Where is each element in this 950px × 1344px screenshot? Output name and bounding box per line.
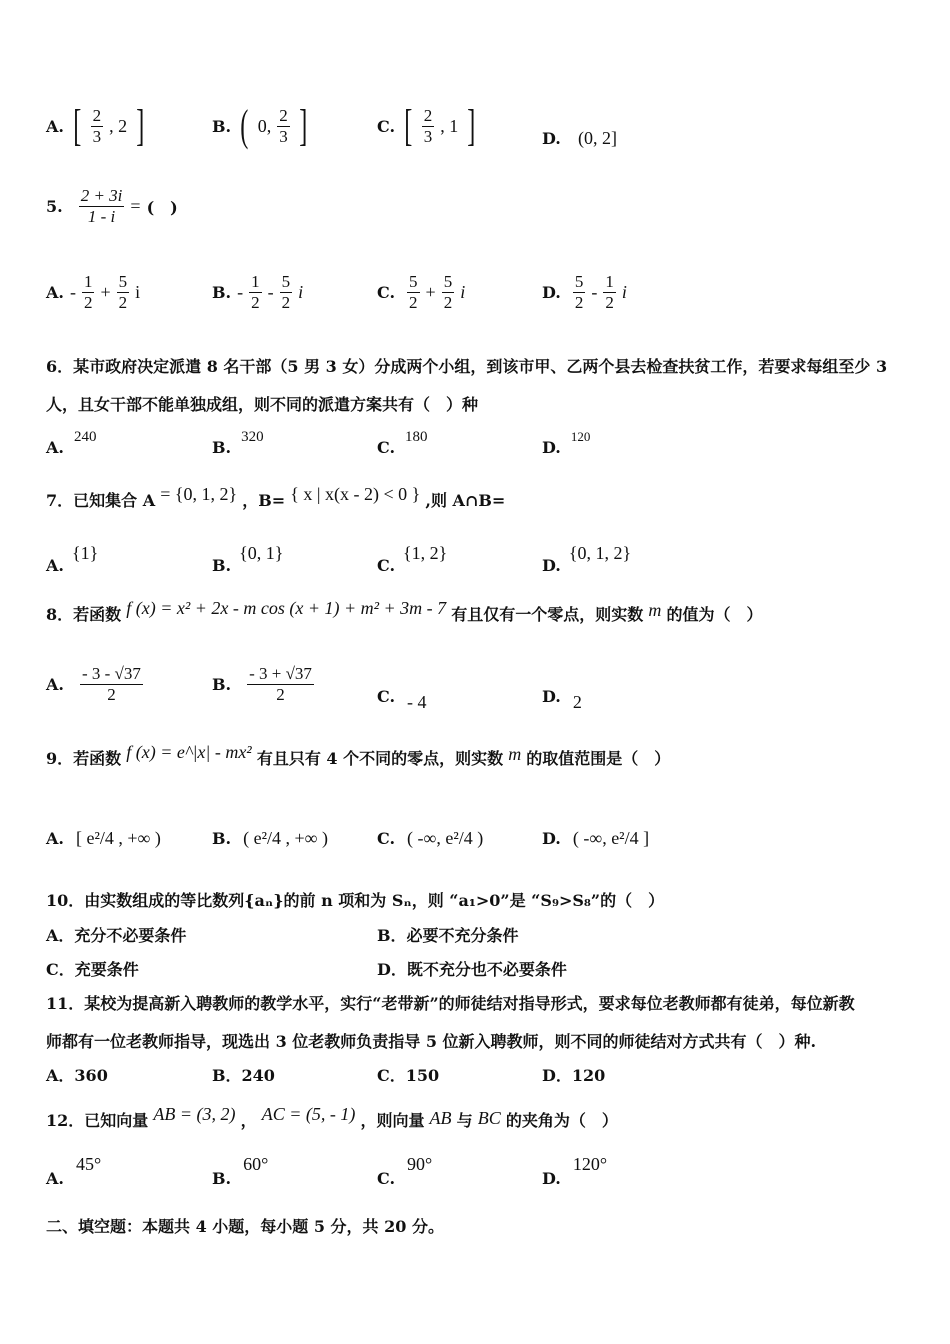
q10-option-d: D．既不充分也不必要条件 <box>377 960 567 979</box>
q4-option-c: C. [ $\frac{2}{3}$ , 1 ] <box>377 101 476 150</box>
q6-option-c: C.180 <box>377 429 428 457</box>
q9-option-c: C. ( -∞, e²/4 ) <box>377 828 484 848</box>
q12-option-b: B.60° <box>212 1154 269 1188</box>
q12-option-d: D.120° <box>542 1154 608 1188</box>
q12-option-a: A.45° <box>46 1154 102 1188</box>
q5-option-c: C. $\frac{5}{2}$ + $\frac{5}{2}$ i <box>377 272 466 312</box>
q11-option-c: C．150 <box>377 1066 440 1085</box>
q7-option-a: A.{1} <box>46 543 99 575</box>
q7-option-b: B.{0, 1} <box>212 543 284 575</box>
q11-option-d: D．120 <box>542 1066 606 1085</box>
q5-option-a: A. - $\frac{1}{2}$ + $\frac{5}{2}$ i <box>46 272 141 312</box>
q8-stem: 8．若函数 f (x) = x² + 2x - m cos (x + 1) + m² + 3m - 7 有且仅有一个零点，则实数 m 的值为（ ） <box>46 598 763 624</box>
q12-option-c: C.90° <box>377 1154 433 1188</box>
q7-option-d: D.{0, 1, 2} <box>542 543 632 575</box>
q5-stem: 5. $\frac{2 + 3i}{1 - i}$ = ( ) <box>46 186 178 226</box>
q7-stem: 7．已知集合 A = {0, 1, 2} ，B= { x | x(x - 2) < 0 } ,则 A∩B= <box>46 484 506 510</box>
q9-option-b: B. ( e²/4 , +∞ ) <box>212 828 328 848</box>
q8-option-d: D. 2 <box>542 687 582 712</box>
q11-option-a: A．360 <box>46 1066 108 1085</box>
q9-stem: 9．若函数 f (x) = e^|x| - mx² 有且只有 4 个不同的零点，则实数 m 的取值范围是（ ） <box>46 742 671 768</box>
q9-option-d: D. ( -∞, e²/4 ] <box>542 828 650 848</box>
q6-option-b: B.320 <box>212 429 264 457</box>
section-heading: 二、填空题：本题共 4 小题，每小题 5 分，共 20 分。 <box>46 1217 444 1236</box>
q10-option-c: C．充要条件 <box>46 960 139 979</box>
q10-option-b: B．必要不充分条件 <box>377 926 519 945</box>
q8-option-b: B. $\frac{- 3 + √37}{2}$ <box>212 664 312 704</box>
q11-line2: 师都有一位老教师指导，现选出 3 位老教师负责指导 5 位新入聘教师，则不同的师徒结对方式共有（ ）种. <box>46 1032 817 1051</box>
q4-option-d: D. (0, 2] <box>542 128 617 148</box>
q8-option-a: A. $\frac{- 3 - √37}{2}$ <box>46 664 141 704</box>
q10-stem: 10．由实数组成的等比数列{aₙ}的前 n 项和为 Sₙ，则 “a₁>0”是 “S₉>S₈”的（ ） <box>46 891 665 910</box>
q6-line2: 人，且女干部不能单独成组，则不同的派遣方案共有（ ）种 <box>46 395 479 414</box>
q8-option-c: C. - 4 <box>377 687 427 712</box>
option-label: A. <box>46 116 64 136</box>
q10-option-a: A．充分不必要条件 <box>46 926 187 945</box>
q6-line1: 6．某市政府决定派遣 8 名干部（5 男 3 女）分成两个小组，到该市甲、乙两个县去检查扶贫工作，若要求每组至少 3 <box>46 357 888 376</box>
q4-option-b: B. ( 0, $\frac{2}{3}$ ] <box>212 101 308 150</box>
q11-option-b: B．240 <box>212 1066 275 1085</box>
q5-option-b: B. - $\frac{1}{2}$ - $\frac{5}{2}$ i <box>212 272 304 312</box>
q7-option-c: C.{1, 2} <box>377 543 448 575</box>
q4-option-a: A. [ $\frac{2}{3}$ , 2 ] <box>46 101 145 150</box>
q6-option-a: A.240 <box>46 429 97 457</box>
q12-stem: 12．已知向量 AB = (3, 2) ， AC = (5, - 1) ，则向量 AB 与 BC 的夹角为（ ） <box>46 1104 618 1130</box>
q9-option-a: A. [ e²/4 , +∞ ) <box>46 828 161 848</box>
q11-line1: 11．某校为提高新入聘教师的教学水平，实行“老带新”的师徒结对指导形式，要求每位老教师都有徒弟，每位新教 <box>46 994 855 1013</box>
q5-option-d: D. $\frac{5}{2}$ - $\frac{1}{2}$ i <box>542 272 627 312</box>
q6-option-d: D.120 <box>542 429 591 457</box>
